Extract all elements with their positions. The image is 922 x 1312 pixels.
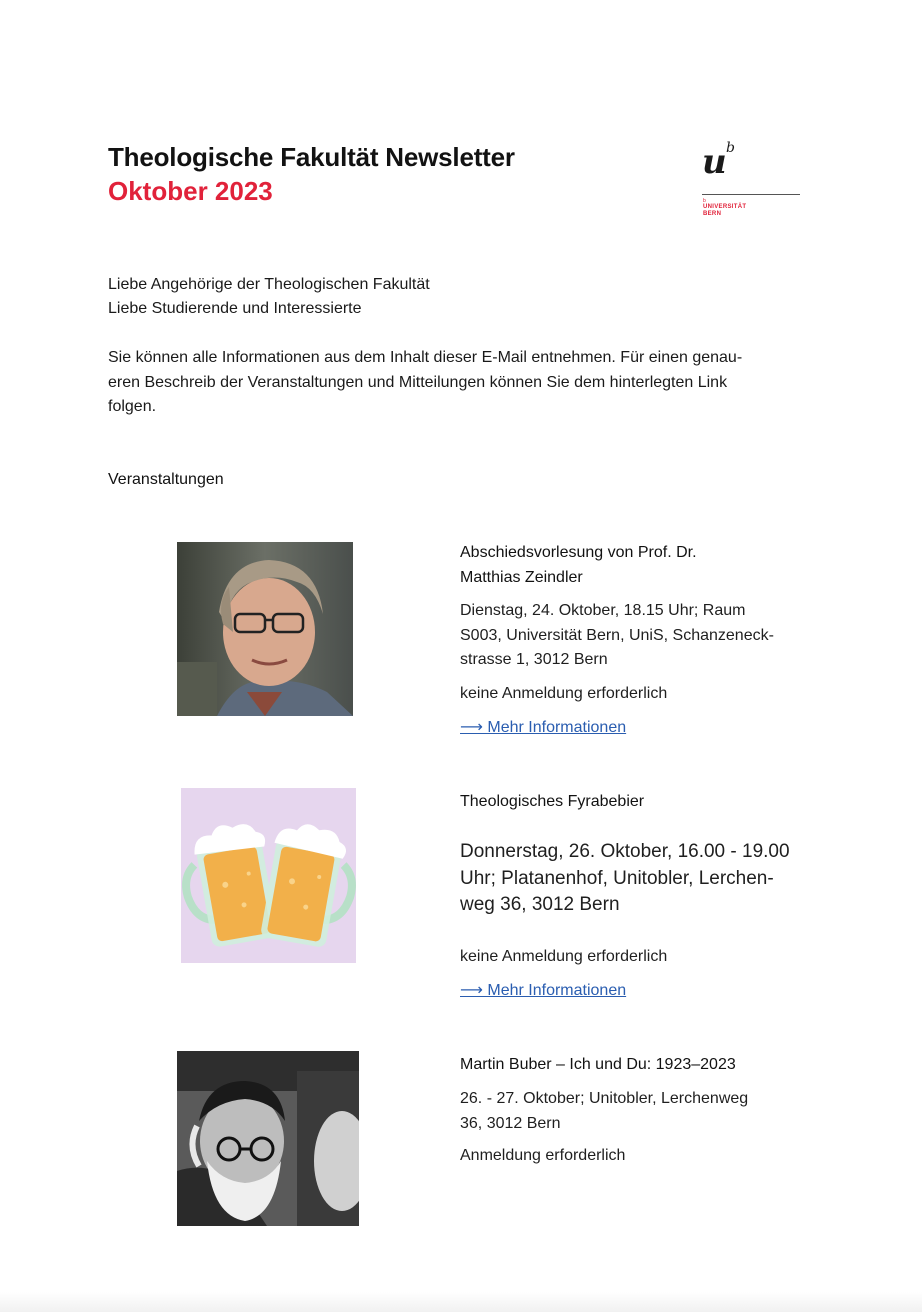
event-detail-line: Donnerstag, 26. Oktober, 16.00 - 19.00 <box>460 841 790 862</box>
event-registration: keine Anmeldung erforderlich <box>460 948 668 965</box>
beer-mugs-icon <box>181 788 356 963</box>
event-registration: Anmeldung erforderlich <box>460 1147 626 1164</box>
logo-b-mark: b <box>726 140 735 156</box>
event-detail-line: strasse 1, 3012 Bern <box>460 651 608 668</box>
section-title-events: Veranstaltungen <box>108 471 224 488</box>
event-detail-line: 36, 3012 Bern <box>460 1114 561 1132</box>
event-detail-line: Uhr; Platanenhof, Unitobler, Lerchen- <box>460 867 774 889</box>
event-detail-line: 26. - 27. Oktober; Unitobler, Lerchenweg <box>460 1090 749 1107</box>
logo-universitaet: UNIVERSITÄT <box>703 204 747 210</box>
more-info-link[interactable]: ⟶ Mehr Informationen <box>460 982 627 999</box>
event-title-line: Martin Buber – Ich und Du: 1923–2023 <box>460 1056 736 1073</box>
event-title-line: Theologisches Fyrabebier <box>460 793 645 810</box>
event-registration: keine Anmeldung erforderlich <box>460 685 668 702</box>
logo-rule <box>702 194 800 195</box>
event-title-line: Abschiedsvorlesung von Prof. Dr. <box>460 544 697 561</box>
event-title <box>460 1052 736 1077</box>
portrait-photo-icon <box>177 542 353 716</box>
bw-portrait-photo-icon <box>177 1051 359 1226</box>
newsletter-title: Theologische Fakultät Newsletter <box>108 142 515 172</box>
newsletter-month: Oktober 2023 <box>108 176 273 206</box>
intro-paragraph <box>108 346 808 420</box>
logo-small-b: b <box>703 198 706 204</box>
intro-line: eren Beschreib der Veranstaltungen und Mitteilungen können Sie dem hinterlegten Link <box>108 373 728 391</box>
event-details <box>460 599 774 673</box>
event-detail-line: S003, Universität Bern, UniS, Schanzeneck- <box>460 626 774 644</box>
university-bern-logo <box>700 140 802 224</box>
event-title-line: Matthias Zeindler <box>460 569 583 586</box>
event-details <box>460 839 790 919</box>
page-bottom-edge <box>0 1292 922 1312</box>
event-detail-line: Dienstag, 24. Oktober, 18.15 Uhr; Raum <box>460 602 746 619</box>
event-details <box>460 1087 748 1136</box>
event-detail-line: weg 36, 3012 Bern <box>460 894 620 915</box>
intro-line: Sie können alle Informationen aus dem Inhalt dieser E-Mail entnehmen. Für einen genau- <box>108 349 743 366</box>
logo-u-mark: u <box>702 142 727 182</box>
logo-bern: BERN <box>703 211 722 217</box>
event-title <box>460 540 697 590</box>
greeting-line-2: Liebe Studierende und Interessierte <box>108 300 362 317</box>
event-title <box>460 789 644 814</box>
intro-line: folgen. <box>108 398 157 415</box>
more-info-link[interactable]: ⟶ Mehr Informationen <box>460 719 627 736</box>
greeting-line-1: Liebe Angehörige der Theologischen Fakultät <box>108 276 430 293</box>
